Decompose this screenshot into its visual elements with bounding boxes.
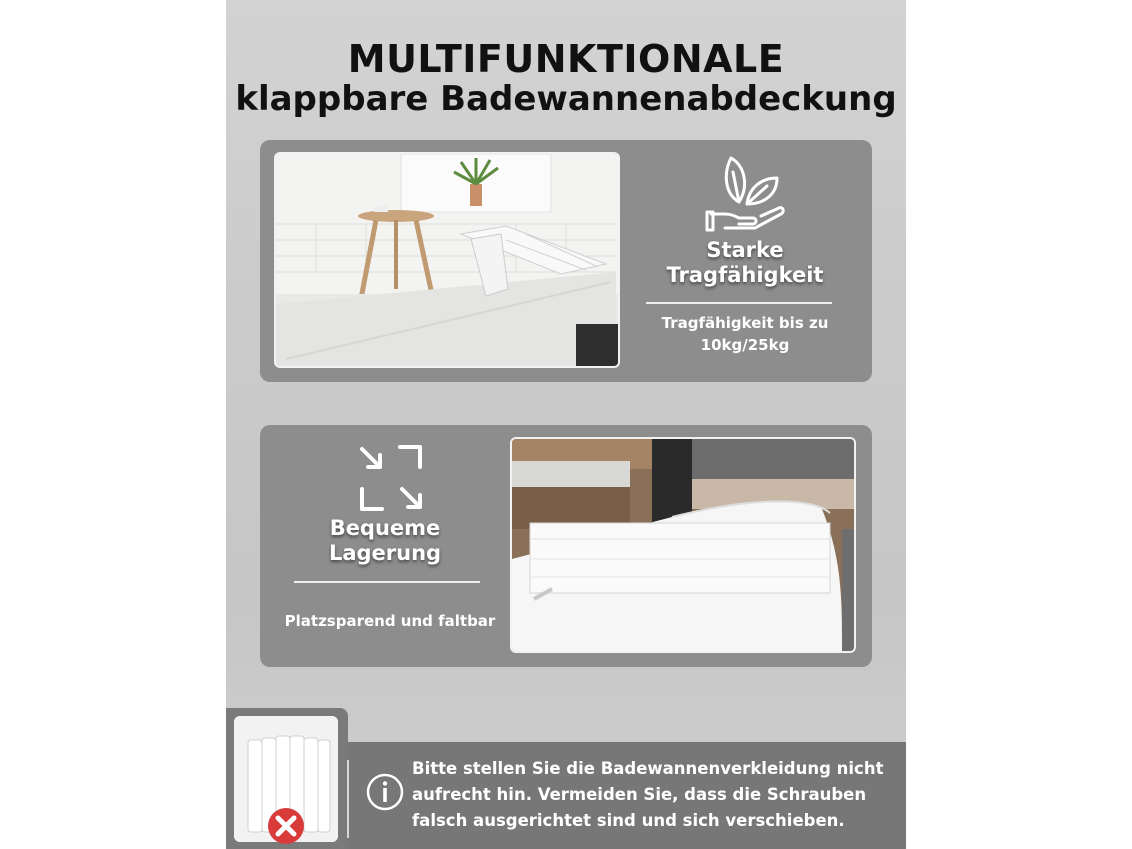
divider-line xyxy=(646,302,832,304)
title-line-2: klappbare Badewannenabdeckung xyxy=(235,79,897,119)
feature-storage xyxy=(270,425,500,667)
heading-line-1: Bequeme xyxy=(329,516,441,540)
leaf-hand-icon xyxy=(705,152,789,236)
feature-panel-storage xyxy=(260,425,872,667)
note-line-3: falsch ausgerichtet sind und sich verschieben. xyxy=(412,811,845,830)
desc-line-1: Tragfähigkeit bis zu xyxy=(661,314,829,332)
feature-description xyxy=(640,312,850,356)
note-line-2: aufrecht hin. Vermeiden Sie, dass die Schrauben xyxy=(412,785,867,804)
cross-warning-icon xyxy=(266,806,306,846)
desc-line-2: 10kg/25kg xyxy=(700,336,790,354)
feature-load-capacity xyxy=(640,140,850,382)
feature-panel-load-capacity xyxy=(260,140,872,382)
divider-line xyxy=(294,581,480,583)
bathtub-photo-cover-folded xyxy=(510,437,856,653)
warning-note-text xyxy=(412,756,902,834)
heading-line-2: Lagerung xyxy=(328,541,442,565)
feature-heading xyxy=(640,238,850,288)
note-line-1: Bitte stellen Sie die Badewannenverkleidung nicht xyxy=(412,759,884,778)
heading-line-1: Starke xyxy=(706,238,784,262)
feature-description: Platzsparend und faltbar xyxy=(284,612,496,630)
info-icon xyxy=(365,772,405,812)
title-line-1: MULTIFUNKTIONALE xyxy=(347,37,785,81)
compress-arrows-icon xyxy=(356,443,426,517)
product-poster xyxy=(226,0,906,849)
heading-line-2: Tragfähigkeit xyxy=(666,263,824,287)
feature-heading xyxy=(270,516,500,566)
note-divider xyxy=(347,760,349,838)
bathroom-photo-cover-open xyxy=(274,152,620,368)
